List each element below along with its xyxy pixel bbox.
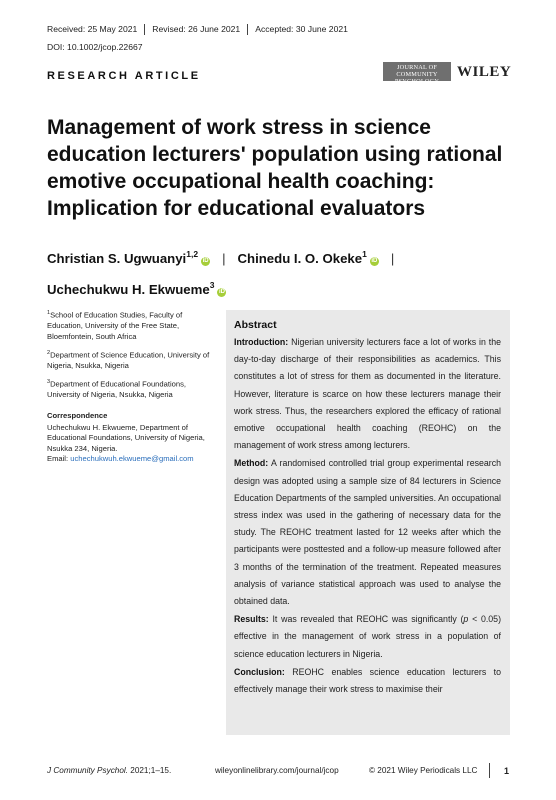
abstract-introduction: Introduction: Nigerian university lecturers face a lot of works in the day-to-day discharge of their responsibilities as academics. This constitutes a lot of stress for them as documented in the literature. However, literature is scarce on how these lecturers manage their work stress. Thus, the researchers explored the efficacy of rational emotive occupational health coaching (REOHC) on the management of work stress among lecturers.	[234, 337, 502, 451]
footer-citation: J Community Psychol. 2021;1–15.	[47, 766, 172, 775]
journal-logo-line: COMMUNITY	[396, 71, 438, 78]
journal-logo-line: PSYCHOLOGY	[394, 78, 440, 85]
article-title: Management of work stress in science education lecturers' population using rational emotive occupational health coaching: Implication for educational evaluators	[47, 116, 503, 220]
journal-logo	[383, 62, 451, 85]
email-link[interactable]: uchechukwuh.ekwueme@gmail.com	[70, 454, 194, 463]
orcid-icon[interactable]: iD	[218, 289, 225, 295]
affiliation: $^1$School of Education Studies, Faculty of Education, University of the Free State, Bloemfontein, South Africa	[47, 310, 183, 341]
abstract-conclusion: Conclusion: REOHC enables science education lecturers to effectively manage their work stress to maximise their	[234, 666, 501, 695]
footer-divider	[489, 763, 490, 778]
accepted-date: Accepted: 30 June 2021	[255, 24, 348, 34]
revised-date: Revised: 26 June 2021	[152, 24, 241, 34]
correspondence-body: Uchechukwu H. Ekwueme, Department of Educational Foundations, University of Nigeria, Nsukka 234, Nigeria.	[47, 422, 205, 453]
author-name[interactable]: Christian S. Ugwuanyi$^{1,2}$	[47, 249, 199, 266]
article-dates	[47, 24, 348, 35]
abstract-heading: Abstract	[234, 319, 277, 331]
abstract-box	[226, 310, 510, 735]
page-number: 1	[504, 766, 510, 776]
doi[interactable]: DOI: 10.1002/jcop.22667	[47, 42, 143, 52]
footer-url[interactable]: wileyonlinelibrary.com/journal/jcop	[215, 766, 339, 775]
article-type: RESEARCH ARTICLE	[47, 70, 201, 82]
date-divider	[144, 24, 145, 35]
email-label: Email:	[47, 454, 69, 463]
affiliation: $^2$Department of Science Education, University of Nigeria, Nsukka, Nigeria	[47, 350, 210, 371]
author-list	[47, 241, 517, 303]
correspondence-email-row	[47, 454, 227, 465]
correspondence-heading: Correspondence	[47, 411, 108, 420]
publisher-logo: WILEY	[457, 64, 512, 80]
footer-copyright: © 2021 Wiley Periodicals LLC	[369, 766, 478, 775]
author-separator: |	[390, 251, 395, 266]
orcid-icon[interactable]: iD	[371, 258, 378, 264]
author-separator: |	[222, 251, 226, 266]
author-name[interactable]: Uchechukwu H. Ekwueme$^3$	[47, 280, 215, 297]
orcid-icon[interactable]: iD	[202, 258, 209, 264]
abstract-method: Method: A randomised controlled trial group experimental research design was adopted using a sample size of 84 lecturers in Science Education Departments of the sampled universities. An occupational stress index was used in the gathering of necessary data for the study. The REOHC treatment lasted for 12 weeks after which the participants were posttested and a follow-up measure followed after 3 months of the termination of the treatment. Repeated measures analysis of variance statistical approach was used to analyse the obtained data.	[234, 458, 501, 607]
correspondence	[47, 411, 227, 465]
author-name[interactable]: Chinedu I. O. Okeke$^1$	[237, 249, 367, 266]
journal-logo-line: JOURNAL OF	[396, 64, 438, 71]
date-divider	[247, 24, 248, 35]
abstract-results: Results: It was revealed that REOHC was significantly (p < 0.05) effective in the management of work stress in a population of science education lecturers in Nigeria.	[234, 614, 501, 659]
received-date: Received: 25 May 2021	[47, 24, 138, 34]
affiliation: $^3$Department of Educational Foundations, University of Nigeria, Nsukka, Nigeria	[47, 379, 186, 400]
